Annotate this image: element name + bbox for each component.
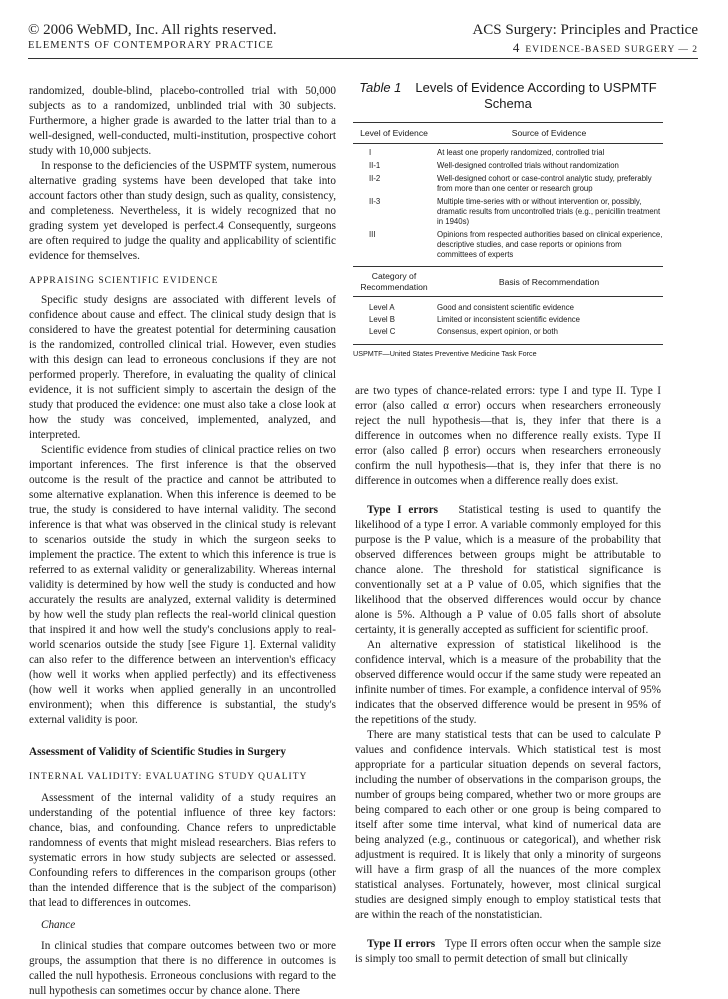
- basis-cell: Limited or inconsistent scientific evidence: [437, 315, 581, 324]
- category-cell: Level A: [369, 303, 395, 312]
- table-row: [353, 174, 663, 194]
- table-row: [353, 161, 663, 171]
- right-paragraph-type2: [355, 937, 661, 967]
- table-row: [353, 197, 663, 227]
- table-header-row: [353, 123, 663, 143]
- col-source-of-evidence: Source of Evidence: [511, 128, 587, 138]
- table-row: [353, 326, 663, 338]
- level-cell: II-3: [369, 197, 381, 206]
- heading-type-i-errors: Type I errors: [367, 504, 439, 516]
- right-paragraph-4: There are many statistical tests that can be used to calculate P values and confidence intervals. Which statistical test is most appropriate for a particular situation depends on several factors, including the number of observations in the comparison groups, the number of groups being compared, whether two or more groups are being compared to each other or one group is being compared to itself after some time interval, what kind of numerical data are being analyzed (e.g., continuous or categorical), and whether risk adjustment is required. It is likely that only a minority of surgeons will have a firm grasp of all the nuances of the more complex statistical analyses. Fortunately, however, most clinical surgical studies are designed simply enough to employ statistical tests that are within the reach of the nonstatistician.: [355, 729, 661, 921]
- source-cell: Well-designed cohort or case-control analytic study, preferably from more than one center or research group: [437, 174, 652, 193]
- left-paragraph-6: In clinical studies that compare outcomes between two or more groups, the assumption that there is no difference in outcomes is called the null hypothesis. Erroneous conclusions with regard to the null hypothesis can sometimes occur by chance alone. There: [29, 940, 336, 997]
- level-cell: I: [369, 148, 372, 157]
- chapter-title: EVIDENCE-BASED SURGERY — 2: [525, 45, 698, 55]
- col-basis-of-recommendation: Basis of Recommendation: [498, 276, 600, 287]
- right-paragraph-1: are two types of chance-related errors: type I and type II. Type I error (also called α error) occurs when researchers erroneously reject the null hypothesis—that is, they infer that there is a difference in outcomes when no difference really exists. Type II error (also called β error) occurs when researchers erroneously confirm the null hypothesis—that is, they infer that there is no difference in outcomes when a difference really does exist.: [355, 385, 661, 487]
- source-cell: At least one properly randomized, controlled trial: [437, 148, 605, 157]
- chapter-number: 4: [512, 40, 520, 55]
- table-header-row-2: [353, 267, 663, 296]
- header-rule: [28, 58, 698, 59]
- left-paragraph-5: Assessment of the internal validity of a study requires an understanding of the potential influence of three key factors: chance, bias, and confounding. Chance refers to unpredictable randomness of events that might mislead researchers. Bias refers to systematic errors in how study subjects are selected or assessed. Confounding refers to differences in the comparison groups (other than the intended difference that is the subject of the comparison) that lead to differences in outcomes.: [29, 792, 336, 909]
- header-section: ELEMENTS OF CONTEMPORARY PRACTICE: [28, 40, 274, 51]
- table-levels-body: [353, 144, 663, 266]
- type-ii-text: Type II errors often occur when the sample size is simply too small to permit detection of small but clinically: [355, 938, 662, 965]
- heading-assessment-validity: Assessment of Validity of Scientific Studies in Surgery: [29, 746, 287, 758]
- right-paragraph-3: An alternative expression of statistical likelihood is the confidence interval, which is a measure of the probability that the observed difference would occur if the same study were repeated an infinite number of times. For example, a confidence interval of 95% indicates that the observed difference would be present in 95% of the repetitions of the study.: [355, 639, 661, 726]
- heading-appraising-evidence: APPRAISING SCIENTIFIC EVIDENCE: [29, 276, 219, 286]
- type-i-text: Statistical testing is used to quantify the likelihood of a type I error. A variable commonly employed for this purpose is the P value, which is a measure of the probability that observed differences between groups might be attributable to chance alone. The threshold for statistical significance is conventionally set at a P value of 0.05, which signifies that the likelihood that the observed differences would occur by chance alone is 5%. Although a P value of 0.05 falls short of absolute certainty, it is generally accepted as sufficient for scientific proof.: [355, 504, 662, 636]
- heading-type-ii-errors: Type II errors: [367, 938, 436, 950]
- basis-cell: Consensus, expert opinion, or both: [437, 327, 558, 336]
- level-cell: II-1: [369, 161, 381, 170]
- left-paragraph-2: In response to the deficiencies of the USPMTF system, numerous alternative grading systems have been developed that take into account factors other than study design, such as quality, consistency, and completeness. Nevertheless, it is widely recognized that no grading system yet developed is perfect.4 Consequently, surgeons are often required to judge the quality and applicability of scientific evidence for themselves.: [29, 160, 336, 262]
- table-title-text: Levels of Evidence According to USPMTF Schema: [415, 80, 657, 111]
- source-cell: Opinions from respected authorities based on clinical experience, descriptive studies, and case reports or opinions from committees of experts: [437, 230, 663, 259]
- left-paragraph-1: randomized, double-blind, placebo-controlled trial with 50,000 subjects as to a randomized, unblinded trial with 30 subjects. Furthermore, a higher grade is awarded to the latter trial than to a well-designed, well-conducted, multi-institution, prospective cohort study with 10,000 subjects.: [29, 85, 336, 157]
- level-cell: III: [369, 230, 376, 239]
- left-paragraph-3: Specific study designs are associated with different levels of confidence about cause and effect. The clinical study design that is considered to have the greatest potential for determining causation is the randomized, controlled clinical trial. However, even studies with this design can lead to erroneous conclusions if they are not performed properly. Therefore, in evaluating the quality of clinical evidence, it is not sufficient simply to ascertain the design of the study that produced the evidence: one must also take a close look at how the study was conceived, implemented, analyzed, and interpreted.: [29, 294, 336, 441]
- right-column: [355, 384, 661, 967]
- header-copyright: © 2006 WebMD, Inc. All rights reserved.: [28, 22, 277, 38]
- left-column: [29, 84, 336, 999]
- table-levels-of-evidence: [353, 80, 663, 359]
- source-cell: Well-designed controlled trials without randomization: [437, 161, 619, 170]
- header-chapter: [513, 40, 698, 56]
- left-paragraph-4: Scientific evidence from studies of clinical practice relies on two important inferences. The first inference is that the observed outcome is the result of the practice and cannot be attributed to some alternative explanation. When this inference is deemed to be true, the study is considered to have internal validity. The second inference is that what was observed in the clinical study is relevant to scenarios outside the study in which the surgeon seeks to implement the practice. The extent to which this inference is true is referred to as external validity or generalizability. Whereas internal validity is determined by how well the study is conducted and how accurately the results are analyzed, external validity is determined by how well the study plan reflects the real-world clinical question that inspired it and how well the study's conclusions apply to real-world scenarios outside the study [see Figure 1]. External validity can also refer to the difference between an intervention's efficacy (how well it works when applied perfectly) and its effectiveness (how well it works when applied generally in an uncontrolled environment); when this difference is substantial, the study's external validity is poor.: [29, 444, 336, 726]
- heading-internal-validity: INTERNAL VALIDITY: EVALUATING STUDY QUALITY: [29, 772, 308, 782]
- level-cell: II-2: [369, 174, 381, 183]
- col-level-of-evidence: Level of Evidence: [360, 128, 428, 138]
- table-row: [353, 230, 663, 260]
- basis-cell: Good and consistent scientific evidence: [437, 303, 574, 312]
- right-paragraph-type1: [355, 503, 661, 638]
- table-row: [353, 148, 663, 158]
- table-number: Table 1: [359, 80, 402, 95]
- category-cell: Level B: [369, 315, 396, 324]
- table-recommendations-body: [353, 297, 663, 344]
- table-row: [353, 302, 663, 314]
- table-title: [353, 80, 663, 112]
- col-category-of-recommendation: Category of Recommendation: [360, 271, 428, 292]
- category-cell: Level C: [369, 327, 396, 336]
- source-cell: Multiple time-series with or without intervention or, possibly, dramatic results from uncontrolled trials (e.g., penicillin treatment in 1940s): [437, 197, 661, 226]
- heading-chance: Chance: [41, 919, 76, 931]
- table-footnote: USPMTF—United States Preventive Medicine Task Force: [353, 349, 537, 358]
- table-row: [353, 314, 663, 326]
- header-book-title: ACS Surgery: Principles and Practice: [472, 22, 698, 38]
